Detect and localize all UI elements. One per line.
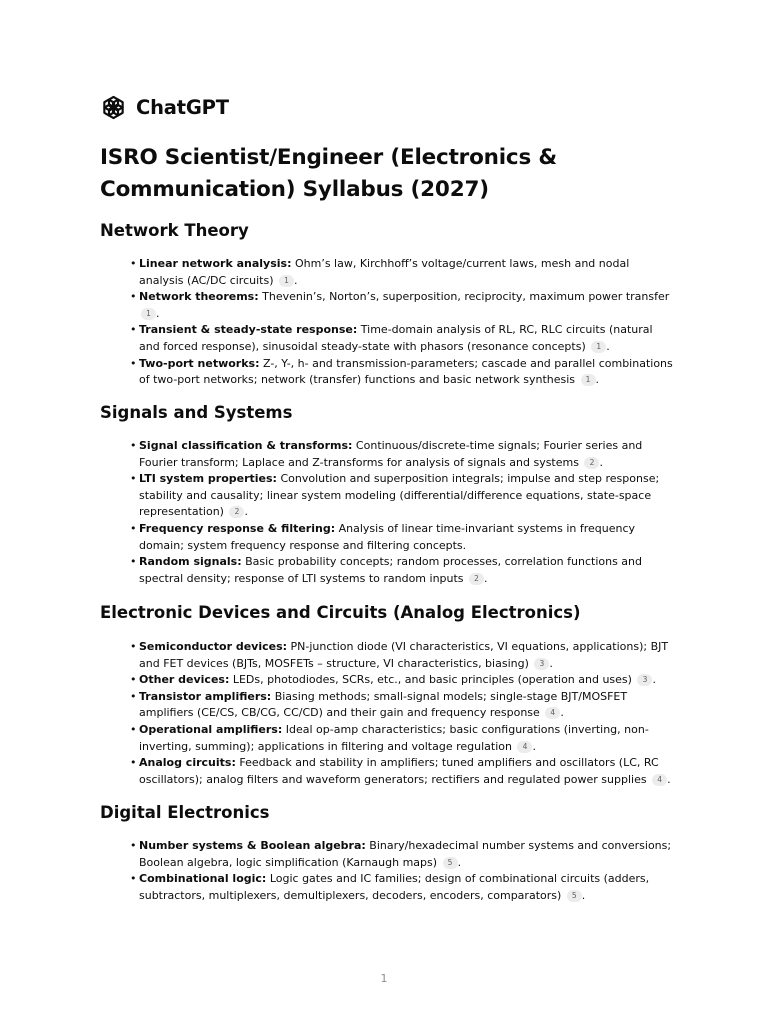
bullet-list [130,838,675,904]
item-term: Transistor amplifiers: [139,689,272,703]
item-text: LEDs, photodiodes, SCRs, etc., and basic principles (operation and uses) [229,673,636,687]
item-term: Frequency response & filtering: [139,521,336,535]
item-term: Combinational logic: [139,872,267,886]
item-term: LTI system properties: [139,472,277,486]
list-item: • Two-port networks: Z-, Y-, h- and transmission-parameters; cascade and parallel combinations of two-port networks; network (transfer) functions and basic network synthesis 1 . [130,356,675,389]
item-term: Operational amplifiers: [139,722,283,736]
item-text: Logic gates and IC families; design of combinational circuits (adders, subtractors, multiplexers, demultiplexers, decoders, encoders, comparators) [139,872,650,902]
list-item: • Number systems & Boolean algebra: Binary/hexadecimal number systems and conversions; Boolean algebra, logic simplification (Karnaugh maps) 5 . [130,838,675,871]
citation-badge[interactable]: 2 [469,573,484,585]
citation-badge[interactable]: 2 [229,506,244,518]
citation-badge[interactable]: 3 [637,674,652,686]
item-text: Ideal op-amp characteristics; basic configurations (inverting, non-inverting, summing); applications in filtering and voltage regulation [139,722,649,753]
citation-badge[interactable]: 3 [534,658,549,670]
section-network-theory [100,220,680,387]
list-item: • Linear network analysis: Ohm’s law, Kirchhoff’s voltage/current laws, mesh and nodal analysis (AC/DC circuits) 1 . [130,256,675,289]
list-item [130,521,675,554]
section-heading: Electronic Devices and Circuits (Analog Electronics) [100,603,581,622]
section-electronic-devices [100,602,680,786]
citation-badge[interactable]: 4 [545,707,560,719]
item-term: Two-port networks: [139,356,260,370]
item-term: Random signals: [139,555,242,569]
document-title: ISRO Scientist/Engineer (Electronics & Communication) Syllabus (2027) [100,145,557,202]
list-item: • Random signals: Basic probability concepts; random processes, correlation functions and spectral density; response of LTI systems to random inputs 2 . [130,554,675,587]
item-text: Ohm’s law, Kirchhoff’s voltage/current laws, mesh and nodal analysis (AC/DC circuits) [139,257,630,287]
item-term: Network theorems: [139,290,259,304]
list-item: • Operational amplifiers: Ideal op-amp characteristics; basic configurations (inverting, non-inverting, summing); applications in filtering and voltage regulation 4 . [130,722,675,755]
citation-badge[interactable]: 1 [279,275,294,287]
list-item: • Semiconductor devices: PN-junction diode (VI characteristics, VI equations, applications); BJT and FET devices (BJTs, MOSFETs – structure, VI characteristics, biasing) 3 . [130,639,675,672]
item-term: Other devices: [139,673,230,687]
item-text: Convolution and superposition integrals; impulse and step response; stability and causality; linear system modeling (differential/difference equations, state-space representation) [139,472,660,519]
item-text: Analysis of linear time-invariant systems in frequency domain; system frequency response and filtering concepts. [139,521,636,552]
list-item: • Analog circuits: Feedback and stability in amplifiers; tuned amplifiers and oscillators (LC, RC oscillators); analog filters and waveform generators; rectifiers and regulated power supplies 4 . [130,755,675,788]
item-text: Binary/hexadecimal number systems and conversions; Boolean algebra, logic simplification (Karnaugh maps) [139,839,672,869]
item-text: Time-domain analysis of RL, RC, RLC circuits (natural and forced response), sinusoidal steady-state with phasors (resonance concepts) [139,323,653,353]
item-text: PN-junction diode (VI characteristics, VI equations, applications); BJT and FET devices (BJTs, MOSFETs – structure, VI characteristics, biasing) [139,640,669,670]
list-item: • LTI system properties: Convolution and superposition integrals; impulse and step response; stability and causality; linear system modeling (differential/difference equations, state-space representation) 2 . [130,471,675,521]
section-signals-and-systems [100,402,680,585]
bullet-list [130,639,675,788]
list-item: • Network theorems: Thevenin’s, Norton’s, superposition, reciprocity, maximum power transfer 1 . [130,289,675,322]
item-text: Feedback and stability in amplifiers; tuned amplifiers and oscillators (LC, RC oscillators); analog filters and waveform generators; rectifiers and regulated power supplies [139,756,659,786]
item-term: Semiconductor devices: [139,640,288,653]
chatgpt-logo [100,94,229,120]
page-number: 1 [380,972,388,985]
section-heading: Digital Electronics [100,803,270,822]
openai-logo-icon [100,94,127,121]
citation-badge[interactable]: 5 [567,890,582,902]
citation-badge[interactable]: 1 [141,308,156,320]
list-item: • Other devices: LEDs, photodiodes, SCRs, etc., and basic principles (operation and uses) 3 . [130,672,675,689]
item-text: Continuous/discrete-time signals; Fourier series and Fourier transform; Laplace and Z-transforms for analysis of signals and systems [139,439,643,469]
citation-badge[interactable]: 2 [584,457,599,469]
item-text: Thevenin’s, Norton’s, superposition, reciprocity, maximum power transfer [258,290,670,304]
brand-name: ChatGPT [136,95,229,119]
item-term: Signal classification & transforms: [139,439,353,452]
list-item: • Combinational logic: Logic gates and IC families; design of combinational circuits (adders, subtractors, multiplexers, demultiplexers, decoders, encoders, comparators) 5 . [130,871,675,904]
citation-badge[interactable]: 1 [581,374,596,386]
bullet-list [130,256,675,389]
list-item: • Transient & steady-state response: Time-domain analysis of RL, RC, RLC circuits (natural and forced response), sinusoidal steady-state with phasors (resonance concepts) 1 . [130,322,675,355]
section-heading: Network Theory [100,221,249,240]
citation-badge[interactable]: 4 [652,774,667,786]
item-term: Linear network analysis: [139,257,292,270]
list-item: • Signal classification & transforms: Continuous/discrete-time signals; Fourier series and Fourier transform; Laplace and Z-transforms for analysis of signals and systems 2 . [130,438,675,471]
item-term: Analog circuits: [139,756,236,770]
citation-badge[interactable]: 4 [517,741,532,753]
list-item: • Transistor amplifiers: Biasing methods; small-signal models; single-stage BJT/MOSFET amplifiers (CE/CS, CB/CG, CC/CD) and their gain and frequency response 4 . [130,689,675,722]
citation-badge[interactable]: 5 [443,857,458,869]
item-text: Biasing methods; small-signal models; single-stage BJT/MOSFET amplifiers (CE/CS, CB/CG, CC/CD) and their gain and frequency response [139,689,628,720]
bullet-list [130,438,675,587]
citation-badge[interactable]: 1 [591,341,606,353]
section-digital-electronics [100,802,680,902]
item-term: Transient & steady-state response: [139,323,358,337]
item-text: Basic probability concepts; random processes, correlation functions and spectral density; response of LTI systems to random inputs [139,555,643,585]
section-heading: Signals and Systems [100,403,293,422]
item-term: Number systems & Boolean algebra: [139,839,366,852]
item-text: Z-, Y-, h- and transmission-parameters; cascade and parallel combinations of two-port networks; network (transfer) functions and basic network synthesis [139,356,673,387]
